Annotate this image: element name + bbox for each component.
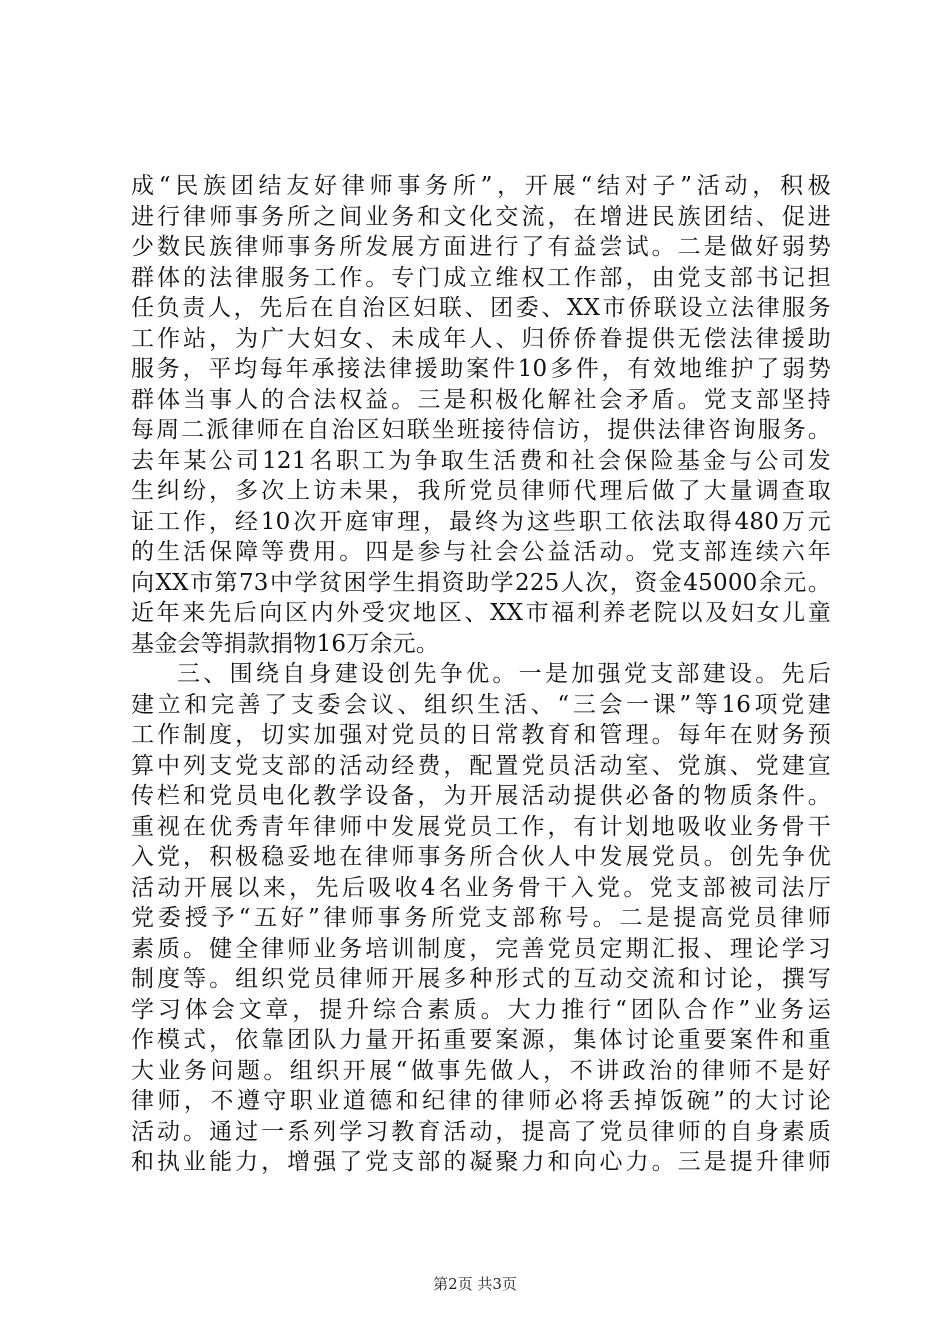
text-line: 学习体会文章，提升综合素质。大力推行“团队合作”业务运: [131, 996, 831, 1023]
text-line: 三、围绕自身建设创先争优。一是加强党支部建设。先后: [177, 661, 831, 687]
text-line: 作模式，依靠团队力量开拓重要案源，集体讨论重要案件和重: [131, 1027, 831, 1053]
text-line: 工作站，为广大妇女、未成年人、归侨侨眷提供无偿法律援助: [131, 325, 831, 352]
text-line: 基金会等捐款捐物16万余元。: [131, 630, 440, 657]
text-line: 生纠纷，多次上访未果，我所党员律师代理后做了大量调查取: [131, 478, 831, 504]
page-footer: 第2页 共3页: [433, 1275, 517, 1293]
text-line: 活动开展以来，先后吸收4名业务骨干入党。党支部被司法厅: [131, 874, 831, 901]
text-line: 进行律师事务所之间业务和文化交流，在增进民族团结、促进: [131, 203, 831, 230]
text-line: 制度等。组织党员律师开展多种形式的互动交流和讨论，撰写: [131, 966, 831, 992]
text-line: 向XX市第73中学贫困学生捐资助学225人次，资金45000余元。: [131, 569, 831, 596]
text-line: 群体当事人的合法权益。三是积极化解社会矛盾。党支部坚持: [131, 386, 831, 413]
text-line: 群体的法律服务工作。专门成立维权工作部，由党支部书记担: [131, 264, 831, 291]
text-line: 近年来先后向区内外受灾地区、XX市福利养老院以及妇女儿童: [131, 600, 831, 626]
text-line: 活动。通过一系列学习教育活动，提高了党员律师的自身素质: [131, 1118, 831, 1145]
text-line: 成“民族团结友好律师事务所”，开展“结对子”活动，积极: [131, 173, 831, 199]
text-line: 和执业能力，增强了党支部的凝聚力和向心力。三是提升律师: [131, 1149, 831, 1175]
text-line: 去年某公司121名职工为争取生活费和社会保险基金与公司发: [131, 447, 831, 474]
text-line: 素质。健全律师业务培训制度，完善党员定期汇报、理论学习: [131, 935, 831, 962]
text-line: 传栏和党员电化教学设备，为开展活动提供必备的物质条件。: [131, 783, 831, 809]
text-line: 律师，不遵守职业道德和纪律的律师必将丢掉饭碗”的大讨论: [131, 1088, 831, 1114]
text-line: 服务，平均每年承接法律援助案件10多件，有效地维护了弱势: [131, 356, 831, 382]
text-line: 大业务问题。组织开展“做事先做人，不讲政治的律师不是好: [131, 1057, 831, 1084]
body-text: [131, 171, 831, 1178]
text-line: 少数民族律师事务所发展方面进行了有益尝试。二是做好弱势: [131, 234, 831, 260]
text-line: 党委授予“五好”律师事务所党支部称号。二是提高党员律师: [131, 905, 831, 931]
text-line: 算中列支党支部的活动经费，配置党员活动室、党旗、党建宣: [131, 752, 831, 779]
text-line: 任负责人，先后在自治区妇联、团委、XX市侨联设立法律服务: [131, 295, 831, 321]
text-line: 建立和完善了支委会议、组织生活、“三会一课”等16项党建: [131, 691, 831, 718]
text-line: 的生活保障等费用。四是参与社会公益活动。党支部连续六年: [131, 539, 831, 565]
text-line: 证工作，经10次开庭审理，最终为这些职工依法取得480万元: [131, 508, 831, 535]
text-line: 每周二派律师在自治区妇联坐班接待信访，提供法律咨询服务。: [131, 417, 831, 443]
text-line: 工作制度，切实加强对党员的日常教育和管理。每年在财务预: [131, 722, 831, 748]
text-line: 重视在优秀青年律师中发展党员工作，有计划地吸收业务骨干: [131, 813, 831, 840]
text-line: 入党，积极稳妥地在律师事务所合伙人中发展党员。创先争优: [131, 844, 831, 870]
